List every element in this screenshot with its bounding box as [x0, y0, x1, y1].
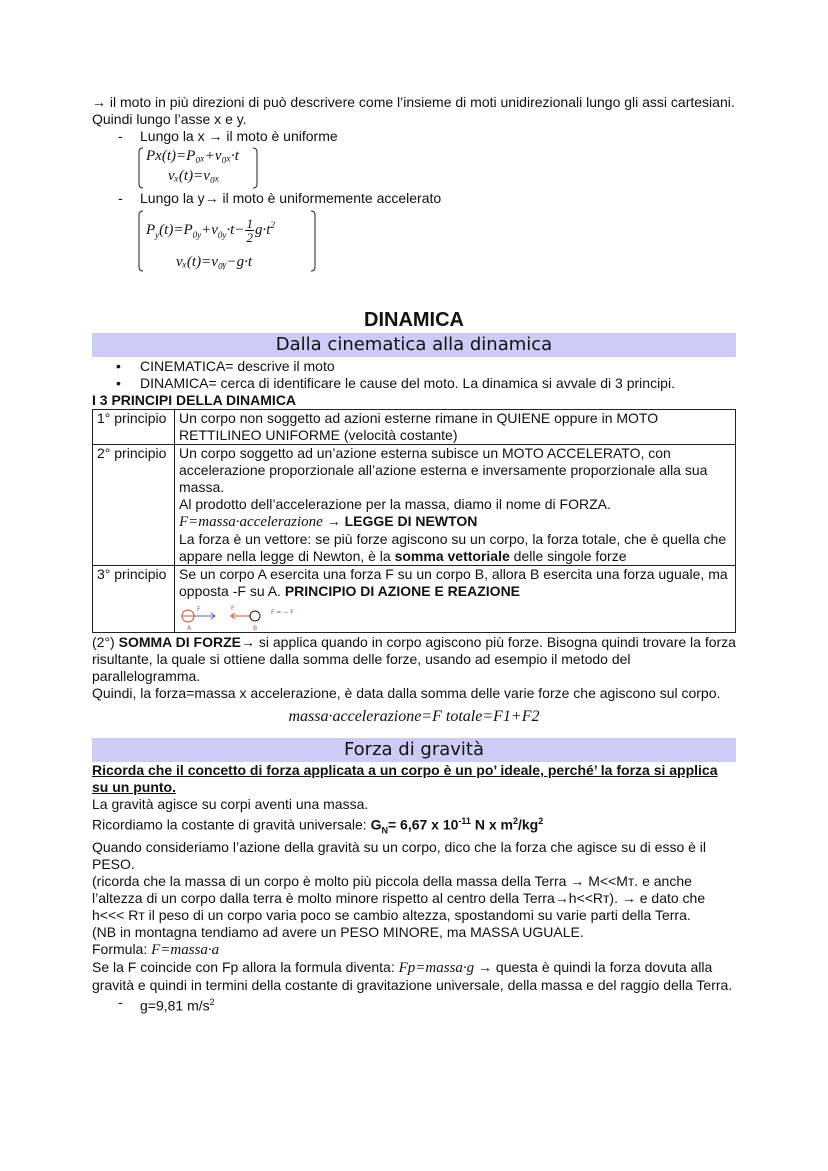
table-row [93, 445, 736, 566]
text-part: Ricordiamo la costante di gravità universale: [92, 816, 371, 833]
p3-text [179, 566, 731, 600]
svg-text:F = − F: F = − F [271, 609, 294, 616]
eq-part: P [146, 222, 156, 238]
eq-part: g·t [254, 222, 271, 238]
text-part: 2 [538, 816, 544, 826]
gravity-line-1: La gravità agisce su corpi aventi una massa. [92, 796, 369, 812]
text-part: G [370, 816, 382, 833]
principle-text [175, 445, 736, 566]
principle-text [175, 566, 736, 633]
svg-text:A: A [187, 625, 192, 632]
total-force-formula: massa·accelerazione=F totale=F1+F2 [288, 708, 540, 725]
text-part: → questa è quindi la forza dovuta alla gravità e quindi in termini della costante di gravitazione universale, della massa e del raggio della Terra. [92, 959, 733, 994]
one-half-fraction: $\frac{1}{2}$ [246, 216, 253, 246]
document-page [92, 94, 736, 1015]
brace-icon [135, 209, 319, 273]
text-part: (2°) [92, 634, 119, 650]
gravity-remember: Ricorda che il concetto di forza applicata a un corpo è un po’ ideale, perché’ la forza si applica su un punto. [92, 762, 718, 795]
gravity-line-3: Quando consideriamo l’azione della gravità su un corpo, dico che la forza che agisce su di esso è il PESO. [92, 839, 707, 873]
x-velocity-equation: vₓ(t)=v₀ₓ [168, 168, 220, 184]
principle-text: Un corpo non soggetto ad azioni esterne rimane in QUIENE oppure in MOTO RETTILINEO UNIFORME (velocità costante) [175, 410, 736, 445]
action-reaction-sketch [179, 602, 339, 632]
text-part: La forza è un vettore: se più forze agiscono su un corpo, la forza totale, che è quella che appare nella legge di Newton, è la [179, 531, 727, 564]
text-part: Se un corpo A esercita una forza F su un corpo B, allora B esercita una forza uguale, ma opposta -F su A. [179, 566, 728, 599]
gravity-line-6 [92, 959, 736, 994]
table-row [93, 410, 736, 445]
y-position-equation: $P_y(t)=P_{0y}+v_{0y}\cdot t-$ $\frac{1}{2}$ $g\cdot t^2$ [146, 216, 275, 246]
p2-text3 [179, 531, 731, 565]
text-part: N [381, 825, 388, 836]
text-part: delle singole forze [509, 548, 627, 564]
forces-sum-conclusion: Quindi, la forza=massa x accelerazione, è data dalla somma delle varie forze che agiscono sul corpo. [92, 685, 721, 701]
svg-text:B: B [253, 625, 258, 632]
text-part: Formula: [92, 941, 152, 958]
text-part: Se la F coincide con Fp allora la formula diventa: [92, 959, 399, 976]
eq-part: ·t− [226, 222, 245, 238]
eq-part: +v [201, 222, 218, 238]
principles-table [92, 409, 736, 633]
p2-text2: Al prodotto dell’accelerazione per la massa, diamo il nome di FORZA. [179, 496, 611, 512]
principle-label: 1° principio [93, 410, 175, 445]
newton-formula: F=massa·accelerazione [179, 514, 323, 530]
formula-line [92, 941, 736, 959]
kinematics-intro: → il moto in più direzioni di può descrivere come l’insieme di moti unidirezionali lungo gli assi cartesiani. Quindi lungo l’asse x e y. [92, 94, 735, 127]
section-band-gravity: Forza di gravità [92, 738, 736, 762]
gravity-constant-line [92, 813, 736, 839]
bullet-kinematics: • CINEMATICA= descrive il moto [92, 358, 736, 375]
dynamics-title: DINAMICA [364, 309, 464, 331]
x-position-equation: Px(t)=P₀ₓ+v₀ₓ·t [146, 148, 239, 164]
principle-label: 2° principio [93, 445, 175, 566]
gravity-line-4: (ricorda che la massa di un corpo è molto più piccola della massa della Terra → M<<Mᴛ. e anche l’altezza di un corpo dalla terra è molto minore rispetto al centro della Terra→h<<Rᴛ). → e dato che h<<< Rᴛ il peso di un corpo varia poco se cambio altezza, spostandomi su varie parti della Terra. [92, 873, 706, 924]
text-part: 2 [512, 816, 518, 826]
text-part: SOMMA DI FORZE [118, 634, 241, 650]
principle-label: 3° principio [93, 566, 175, 633]
gravity-line-5: (NB in montagna tendiamo ad avere un PESO MINORE, ma MASSA UGUALE. [92, 924, 584, 941]
weight-formula: Fp=massa·g [398, 960, 475, 977]
forces-sum-paragraph [92, 634, 736, 685]
x-axis-item: - Lungo la x → il moto è uniforme [92, 128, 736, 145]
svg-text:F: F [197, 606, 201, 613]
text-part: 2 [209, 997, 215, 1008]
brace-icon [135, 146, 261, 190]
text-part: PRINCIPIO DI AZIONE E REAZIONE [284, 583, 521, 599]
force-formula: F=massa·a [151, 942, 220, 959]
principles-heading: I 3 PRINCIPI DELLA DINAMICA [92, 392, 297, 408]
x-equation-system [140, 146, 736, 190]
text-part: -11 [458, 816, 471, 826]
eq-part: (t)=P [159, 222, 193, 238]
newton-law-label: LEGGE DI NEWTON [344, 513, 478, 529]
text-part: → si applica quando in corpo agiscono più forze. Bisogna quindi trovare la forza risultante, la quale si ottiene dalla somma delle forze, usando ad esempio il metodo del parallelogramma. [92, 634, 736, 684]
text-part: N x m [470, 816, 513, 833]
g-value-item [92, 994, 736, 1015]
arrow: → [322, 513, 345, 529]
y-equation-system [140, 209, 736, 273]
bullet-dynamics: • DINAMICA= cerca di identificare le cause del moto. La dinamica si avvale di 3 principi. [92, 375, 736, 392]
text-part: g=9,81 m/s [140, 998, 210, 1015]
section-band-dynamics: Dalla cinematica alla dinamica [92, 333, 736, 357]
y-axis-item: - Lungo la y→ il moto è uniformemente accelerato [92, 190, 736, 207]
text-part: somma vettoriale [394, 548, 510, 564]
table-row [93, 566, 736, 633]
svg-text:F: F [231, 605, 235, 612]
y-velocity-equation: vₓ(t)=v₀ᵧ−g·t [176, 254, 253, 270]
text-part: /kg [517, 816, 539, 833]
p2-text1: Un corpo soggetto ad un’azione esterna subisce un MOTO ACCELERATO, con accelerazione proporzionale all’azione esterna e inversamente proporzionale alla sua massa. [179, 445, 708, 495]
text-part: = 6,67 x 10 [387, 816, 459, 833]
p2-formula-line [179, 513, 731, 531]
